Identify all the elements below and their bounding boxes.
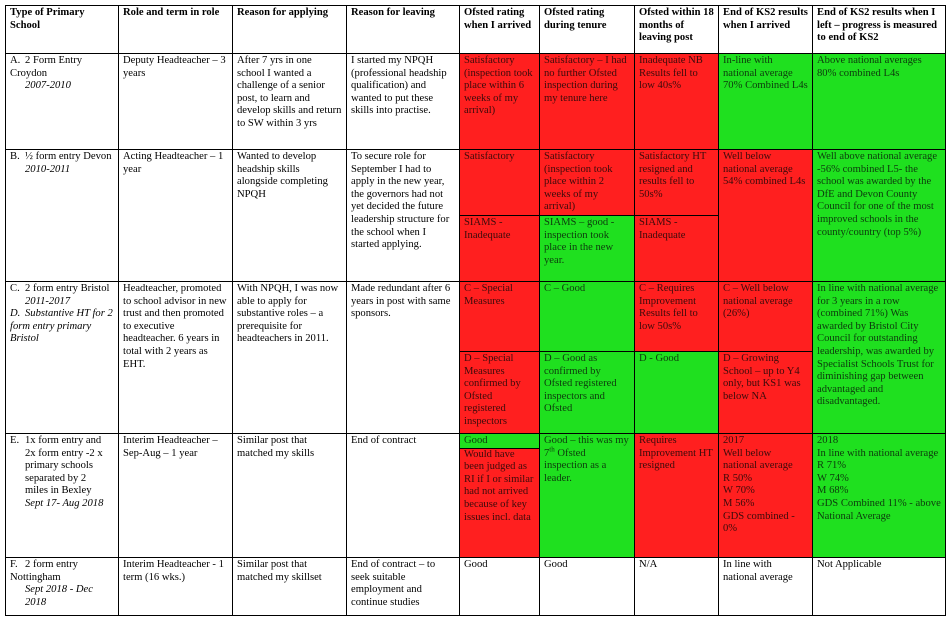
table-row-c bbox=[6, 282, 946, 352]
ks2-left-line: In line with national average bbox=[817, 447, 939, 459]
ks2-left-cell-e bbox=[813, 434, 946, 558]
ks2-arrived-cell-f: In line with national average bbox=[719, 558, 813, 616]
header-ofsted-tenure: Ofsted rating during tenure bbox=[540, 6, 635, 54]
school-name: 1x form entry and 2x form entry -2 x primary schools separated by 2 miles in Bexley bbox=[25, 435, 103, 497]
table-row-b bbox=[6, 150, 946, 216]
ks2-left-cell-a: Above national averages 80% combined L4s bbox=[813, 54, 946, 150]
school-name: 2 Form Entry Croydon bbox=[10, 55, 83, 79]
role-cell-e: Interim Headteacher – Sep-Aug – 1 year bbox=[119, 434, 233, 558]
school-name-d: Substantive HT for 2 form entry primary Bristol bbox=[10, 308, 113, 345]
siams-tenure-cell-b: SIAMS – good - inspection took place in the new year. bbox=[540, 216, 635, 282]
row-letter: F. bbox=[10, 559, 18, 570]
ofsted-tenure-cell-b: Satisfactory (inspection took place within 2 weeks of my arrival) bbox=[540, 150, 635, 216]
ofsted-tenure-cell-f: Good bbox=[540, 558, 635, 616]
ks2-arrived-line: GDS combined - 0% bbox=[723, 510, 795, 535]
row-letter-d: D. bbox=[10, 308, 21, 320]
school-dates: 2010-2011 bbox=[25, 163, 71, 175]
ks2-left-cell-c: In line with national average for 3 years in a row (combined 71%) Was awarded by Bristol City Council for outstanding leadership, was awarded by Specialist Schools Trust for diminishing gap between advantaged and disadvantaged. bbox=[813, 282, 946, 434]
ks2-arrived-cell-e bbox=[719, 434, 813, 558]
table-row-e bbox=[6, 434, 946, 558]
ofsted-after-cell-d: D - Good bbox=[635, 352, 719, 434]
ofsted-after-cell-a: Inadequate NB Results fell to low 40s% bbox=[635, 54, 719, 150]
ks2-arrived-cell-d: D – Growing School – up to Y4 only, but KS1 was below NA bbox=[719, 352, 813, 434]
reason-leaving-cell-c: Made redundant after 6 years in post with same sponsors. bbox=[347, 282, 460, 434]
ofsted-tenure-cell-a: Satisfactory – I had no further Ofsted inspection during my tenure here bbox=[540, 54, 635, 150]
ofsted-tenure-cell-c: C – Good bbox=[540, 282, 635, 352]
school-cell-e bbox=[6, 434, 119, 558]
school-cell-c bbox=[6, 282, 119, 434]
reason-leaving-cell-a: I started my NPQH (professional headship qualification) and wanted to put these skills into practise. bbox=[347, 54, 460, 150]
ks2-arrived-line: 2017 bbox=[723, 435, 745, 446]
ks2-arrived-line: R 50% bbox=[723, 472, 753, 484]
header-role-term: Role and term in role bbox=[119, 6, 233, 54]
school-name: ½ form entry Devon bbox=[25, 151, 112, 162]
ks2-left-line: R 71% bbox=[817, 460, 847, 472]
reason-leaving-cell-f: End of contract – to seek suitable employment and continue studies bbox=[347, 558, 460, 616]
ks2-left-line: W 74% bbox=[817, 472, 849, 484]
header-ks2-arrived: End of KS2 results when I arrived bbox=[719, 6, 813, 54]
ofsted-tenure-cell-d: D – Good as confirmed by Ofsted registered inspectors and Ofsted bbox=[540, 352, 635, 434]
career-history-table bbox=[5, 5, 946, 616]
ofsted-arrived-cell-d: D – Special Measures confirmed by Ofsted registered inspectors bbox=[460, 352, 540, 434]
ofsted-after-cell-b: Satisfactory HT resigned and results fell to 50s% bbox=[635, 150, 719, 216]
ofsted-arrived-e-note: Would have been judged as RI if I or similar had not arrived because of key issues incl. data bbox=[464, 448, 534, 523]
ofsted-arrived-cell-c: C – Special Measures bbox=[460, 282, 540, 352]
role-cell-a: Deputy Headteacher – 3 years bbox=[119, 54, 233, 150]
school-dates: 2007-2010 bbox=[25, 80, 71, 92]
role-cell-b: Acting Headteacher – 1 year bbox=[119, 150, 233, 282]
reason-leaving-cell-e: End of contract bbox=[347, 434, 460, 558]
school-dates: Sept 17- Aug 2018 bbox=[25, 497, 104, 509]
ofsted-arrived-cell-e bbox=[460, 434, 540, 558]
header-ofsted-arrived: Ofsted rating when I arrived bbox=[460, 6, 540, 54]
school-cell-a bbox=[6, 54, 119, 150]
reason-applying-cell-c: With NPQH, I was now able to apply for substantive roles – a prerequisite for headteachers in 2011. bbox=[233, 282, 347, 434]
ofsted-arrived-cell-b: Satisfactory bbox=[460, 150, 540, 216]
ks2-left-line: 2018 bbox=[817, 435, 839, 446]
role-cell-c: Headteacher, promoted to school advisor in new trust and then promoted to executive headteacher. 6 years in total with 2 years as EHT. bbox=[119, 282, 233, 434]
ks2-arrived-cell-c: C – Well below national average (26%) bbox=[719, 282, 813, 352]
reason-applying-cell-b: Wanted to develop headship skills alongside completing NPQH bbox=[233, 150, 347, 282]
school-name: 2 form entry Nottingham bbox=[10, 559, 78, 583]
header-ofsted-after: Ofsted within 18 months of leaving post bbox=[635, 6, 719, 54]
ks2-arrived-line: M 56% bbox=[723, 497, 755, 509]
reason-leaving-cell-b: To secure role for September I had to apply in the new year, the governors had not yet decided the future leadership structure for the school when I started applying. bbox=[347, 150, 460, 282]
school-cell-b bbox=[6, 150, 119, 282]
ks2-arrived-cell-a: In-line with national average 70% Combined L4s bbox=[719, 54, 813, 150]
row-letter: E. bbox=[10, 435, 20, 446]
school-dates: Sept 2018 - Dec 2018 bbox=[25, 584, 93, 608]
ofsted-after-cell-e: Requires Improvement HT resigned bbox=[635, 434, 719, 558]
reason-applying-cell-e: Similar post that matched my skills bbox=[233, 434, 347, 558]
table-row-f bbox=[6, 558, 946, 616]
header-reason-leaving: Reason for leaving bbox=[347, 6, 460, 54]
row-letter: B. bbox=[10, 151, 20, 162]
table-row-a bbox=[6, 54, 946, 150]
ofsted-arrived-cell-f: Good bbox=[460, 558, 540, 616]
school-name: 2 form entry Bristol bbox=[25, 283, 110, 294]
ofsted-arrived-e-good: Good bbox=[460, 434, 539, 449]
header-row bbox=[6, 6, 946, 54]
row-letter: A. bbox=[10, 55, 21, 66]
reason-applying-cell-a: After 7 yrs in one school I wanted a challenge of a senior post, to learn and develop skills and return to SW within 3 yrs bbox=[233, 54, 347, 150]
ks2-left-cell-f: Not Applicable bbox=[813, 558, 946, 616]
school-dates: 2011-2017 bbox=[25, 295, 71, 307]
ks2-left-line: M 68% bbox=[817, 485, 849, 497]
ks2-arrived-line: W 70% bbox=[723, 485, 755, 497]
header-ks2-left: End of KS2 results when I left – progress is measured to end of KS2 bbox=[813, 6, 946, 54]
ks2-arrived-line: Well below national average bbox=[723, 447, 793, 472]
reason-applying-cell-f: Similar post that matched my skillset bbox=[233, 558, 347, 616]
ks2-left-line: GDS Combined 11% - above National Average bbox=[817, 497, 941, 522]
ks2-arrived-cell-b: Well below national average 54% combined L4s bbox=[719, 150, 813, 282]
row-letter: C. bbox=[10, 283, 20, 294]
role-cell-f: Interim Headteacher - 1 term (16 wks.) bbox=[119, 558, 233, 616]
school-cell-f bbox=[6, 558, 119, 616]
ofsted-arrived-cell-a: Satisfactory (inspection took place within 6 weeks of my arrival) bbox=[460, 54, 540, 150]
ofsted-after-cell-c: C – Requires Improvement Results fell to low 50s% bbox=[635, 282, 719, 352]
ks2-left-cell-b: Well above national average -56% combined L5- the school was awarded by the DfE and Devon County Council for one of the most improved schools in the county/country (top 5%) bbox=[813, 150, 946, 282]
siams-arrived-cell-b: SIAMS - Inadequate bbox=[460, 216, 540, 282]
header-school-type: Type of Primary School bbox=[6, 6, 119, 54]
siams-after-cell-b: SIAMS - Inadequate bbox=[635, 216, 719, 282]
ofsted-after-cell-f: N/A bbox=[635, 558, 719, 616]
ofsted-tenure-cell-e: Good – this was my 7th Ofsted inspection as a leader. bbox=[540, 434, 635, 558]
header-reason-applying: Reason for applying bbox=[233, 6, 347, 54]
